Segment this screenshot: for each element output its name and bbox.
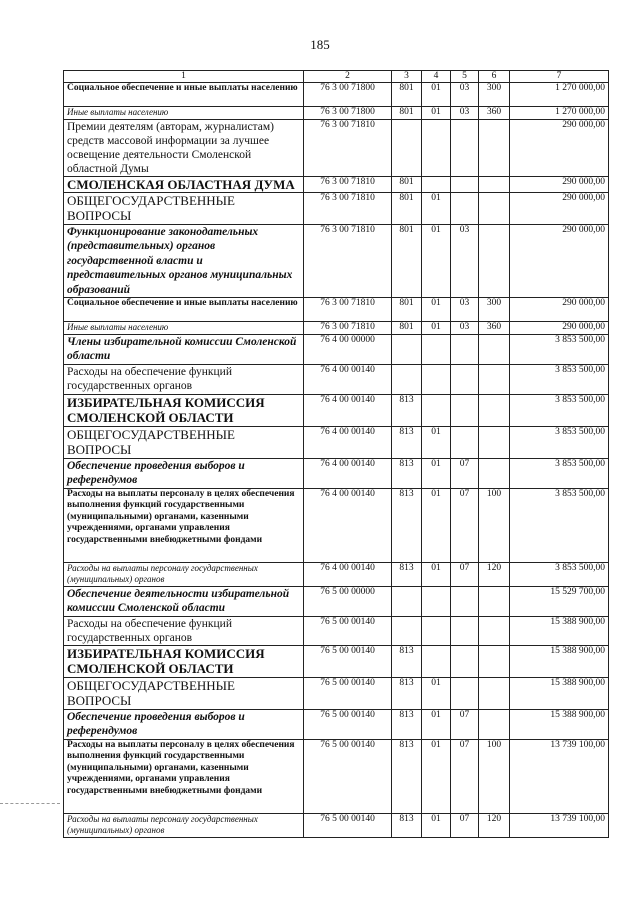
column-header: 2 xyxy=(304,71,392,83)
row-subsection-cell xyxy=(451,394,479,426)
table-row xyxy=(64,119,609,176)
table-row xyxy=(64,426,609,458)
row-amount-cell: 3 853 500,00 xyxy=(510,562,609,586)
row-section-cell: 01 xyxy=(422,83,451,107)
row-department-code-cell xyxy=(392,364,422,394)
row-amount-cell: 290 000,00 xyxy=(510,119,609,176)
row-subsection-cell: 07 xyxy=(451,739,479,813)
row-section-cell: 01 xyxy=(422,322,451,335)
row-amount-cell: 290 000,00 xyxy=(510,192,609,224)
row-section-cell: 01 xyxy=(422,739,451,813)
scan-artifact-line xyxy=(0,803,60,804)
row-target-code-cell: 76 3 00 71810 xyxy=(304,119,392,176)
table-row xyxy=(64,83,609,107)
row-expense-type-cell xyxy=(479,645,510,677)
row-section-cell: 01 xyxy=(422,107,451,120)
row-name-cell: Обеспечение проведения выборов и референдумов xyxy=(64,458,304,488)
row-name-cell: Расходы на выплаты персоналу в целях обеспечения выполнения функций государственными (муниципальными) органами, казенными учреждениями, органами управления государственными внебюджетными фондами xyxy=(64,739,304,813)
row-section-cell xyxy=(422,645,451,677)
row-section-cell xyxy=(422,586,451,616)
row-section-cell: 01 xyxy=(422,224,451,298)
row-section-cell: 01 xyxy=(422,677,451,709)
row-name-cell: Функционирование законодательных (представительных) органов государственной власти и представительных органов муниципальных образований xyxy=(64,224,304,298)
budget-table xyxy=(63,70,609,838)
row-amount-cell: 3 853 500,00 xyxy=(510,364,609,394)
row-department-code-cell xyxy=(392,334,422,364)
column-header: 5 xyxy=(451,71,479,83)
row-section-cell: 01 xyxy=(422,709,451,739)
row-expense-type-cell xyxy=(479,586,510,616)
row-amount-cell: 15 388 900,00 xyxy=(510,616,609,645)
row-section-cell: 01 xyxy=(422,298,451,322)
row-target-code-cell: 76 3 00 71800 xyxy=(304,107,392,120)
row-target-code-cell: 76 3 00 71810 xyxy=(304,322,392,335)
row-name-cell: Расходы на выплаты персоналу государственных (муниципальных) органов xyxy=(64,813,304,837)
row-name-cell: ИЗБИРАТЕЛЬНАЯ КОМИССИЯ СМОЛЕНСКОЙ ОБЛАСТИ xyxy=(64,645,304,677)
row-target-code-cell: 76 3 00 71800 xyxy=(304,83,392,107)
row-subsection-cell: 03 xyxy=(451,107,479,120)
row-expense-type-cell: 300 xyxy=(479,298,510,322)
row-amount-cell: 13 739 100,00 xyxy=(510,813,609,837)
row-subsection-cell xyxy=(451,426,479,458)
row-name-cell: Социальное обеспечение и иные выплаты населению xyxy=(64,298,304,322)
row-department-code-cell: 801 xyxy=(392,192,422,224)
row-subsection-cell: 07 xyxy=(451,709,479,739)
row-department-code-cell: 801 xyxy=(392,107,422,120)
row-section-cell: 01 xyxy=(422,192,451,224)
row-expense-type-cell xyxy=(479,334,510,364)
row-amount-cell: 290 000,00 xyxy=(510,322,609,335)
row-subsection-cell: 07 xyxy=(451,562,479,586)
row-subsection-cell xyxy=(451,677,479,709)
row-expense-type-cell: 120 xyxy=(479,562,510,586)
column-header-row xyxy=(64,71,609,83)
row-name-cell: Премии деятелям (авторам, журналистам) средств массовой информации за лучшее освещение деятельности Смоленской областной Думы xyxy=(64,119,304,176)
row-target-code-cell: 76 5 00 00140 xyxy=(304,677,392,709)
row-department-code-cell: 801 xyxy=(392,83,422,107)
table-row xyxy=(64,813,609,837)
row-name-cell: Обеспечение проведения выборов и референдумов xyxy=(64,709,304,739)
row-target-code-cell: 76 4 00 00140 xyxy=(304,394,392,426)
row-department-code-cell: 801 xyxy=(392,322,422,335)
column-header: 6 xyxy=(479,71,510,83)
row-amount-cell: 13 739 100,00 xyxy=(510,739,609,813)
row-expense-type-cell xyxy=(479,426,510,458)
row-name-cell: Расходы на обеспечение функций государственных органов xyxy=(64,364,304,394)
table-row xyxy=(64,739,609,813)
row-subsection-cell: 03 xyxy=(451,322,479,335)
row-department-code-cell xyxy=(392,586,422,616)
table-row xyxy=(64,394,609,426)
column-header: 7 xyxy=(510,71,609,83)
row-department-code-cell xyxy=(392,616,422,645)
table-row xyxy=(64,458,609,488)
row-subsection-cell: 03 xyxy=(451,224,479,298)
row-target-code-cell: 76 4 00 00140 xyxy=(304,426,392,458)
row-amount-cell: 290 000,00 xyxy=(510,176,609,192)
row-amount-cell: 3 853 500,00 xyxy=(510,458,609,488)
page-number: 185 xyxy=(310,37,330,52)
row-section-cell: 01 xyxy=(422,813,451,837)
table-row xyxy=(64,176,609,192)
row-amount-cell: 1 270 000,00 xyxy=(510,83,609,107)
row-target-code-cell: 76 4 00 00140 xyxy=(304,364,392,394)
row-name-cell: ОБЩЕГОСУДАРСТВЕННЫЕ ВОПРОСЫ xyxy=(64,192,304,224)
row-subsection-cell xyxy=(451,176,479,192)
row-expense-type-cell: 100 xyxy=(479,488,510,562)
row-department-code-cell: 813 xyxy=(392,394,422,426)
row-expense-type-cell xyxy=(479,364,510,394)
row-section-cell xyxy=(422,176,451,192)
row-expense-type-cell xyxy=(479,394,510,426)
row-subsection-cell xyxy=(451,645,479,677)
row-target-code-cell: 76 5 00 00140 xyxy=(304,739,392,813)
table-row xyxy=(64,364,609,394)
row-name-cell: ИЗБИРАТЕЛЬНАЯ КОМИССИЯ СМОЛЕНСКОЙ ОБЛАСТИ xyxy=(64,394,304,426)
row-subsection-cell: 03 xyxy=(451,83,479,107)
row-subsection-cell xyxy=(451,192,479,224)
row-target-code-cell: 76 5 00 00140 xyxy=(304,709,392,739)
row-section-cell xyxy=(422,364,451,394)
row-expense-type-cell xyxy=(479,709,510,739)
row-expense-type-cell xyxy=(479,176,510,192)
row-name-cell: Расходы на выплаты персоналу государственных (муниципальных) органов xyxy=(64,562,304,586)
row-department-code-cell: 813 xyxy=(392,645,422,677)
row-department-code-cell: 813 xyxy=(392,488,422,562)
row-name-cell: Расходы на обеспечение функций государственных органов xyxy=(64,616,304,645)
row-target-code-cell: 76 3 00 71810 xyxy=(304,192,392,224)
row-department-code-cell: 801 xyxy=(392,176,422,192)
row-expense-type-cell: 100 xyxy=(479,739,510,813)
row-expense-type-cell xyxy=(479,224,510,298)
table-row xyxy=(64,616,609,645)
row-amount-cell: 3 853 500,00 xyxy=(510,426,609,458)
row-section-cell xyxy=(422,394,451,426)
column-header: 3 xyxy=(392,71,422,83)
row-section-cell xyxy=(422,119,451,176)
row-department-code-cell: 813 xyxy=(392,562,422,586)
row-subsection-cell xyxy=(451,334,479,364)
row-expense-type-cell xyxy=(479,119,510,176)
table-row xyxy=(64,322,609,335)
row-target-code-cell: 76 5 00 00140 xyxy=(304,813,392,837)
column-header: 4 xyxy=(422,71,451,83)
table-row xyxy=(64,488,609,562)
row-section-cell xyxy=(422,334,451,364)
table-row xyxy=(64,334,609,364)
table-row xyxy=(64,224,609,298)
row-subsection-cell: 07 xyxy=(451,488,479,562)
row-expense-type-cell xyxy=(479,458,510,488)
row-target-code-cell: 76 4 00 00000 xyxy=(304,334,392,364)
row-target-code-cell: 76 5 00 00140 xyxy=(304,616,392,645)
table-row xyxy=(64,709,609,739)
table-row xyxy=(64,192,609,224)
row-target-code-cell: 76 4 00 00140 xyxy=(304,458,392,488)
row-expense-type-cell: 360 xyxy=(479,107,510,120)
row-name-cell: Иные выплаты населению xyxy=(64,107,304,120)
row-department-code-cell: 801 xyxy=(392,224,422,298)
row-name-cell: Иные выплаты населению xyxy=(64,322,304,335)
table-row xyxy=(64,677,609,709)
row-expense-type-cell xyxy=(479,616,510,645)
row-amount-cell: 3 853 500,00 xyxy=(510,488,609,562)
row-section-cell: 01 xyxy=(422,488,451,562)
table-row xyxy=(64,562,609,586)
row-name-cell: ОБЩЕГОСУДАРСТВЕННЫЕ ВОПРОСЫ xyxy=(64,677,304,709)
row-target-code-cell: 76 5 00 00140 xyxy=(304,645,392,677)
row-department-code-cell: 813 xyxy=(392,739,422,813)
row-subsection-cell: 03 xyxy=(451,298,479,322)
row-amount-cell: 15 529 700,00 xyxy=(510,586,609,616)
table-row xyxy=(64,298,609,322)
row-amount-cell: 290 000,00 xyxy=(510,224,609,298)
row-department-code-cell: 813 xyxy=(392,458,422,488)
row-name-cell: Обеспечение деятельности избирательной комиссии Смоленской области xyxy=(64,586,304,616)
row-target-code-cell: 76 5 00 00000 xyxy=(304,586,392,616)
row-amount-cell: 3 853 500,00 xyxy=(510,394,609,426)
row-section-cell: 01 xyxy=(422,562,451,586)
row-name-cell: Социальное обеспечение и иные выплаты населению xyxy=(64,83,304,107)
row-department-code-cell: 813 xyxy=(392,426,422,458)
row-amount-cell: 15 388 900,00 xyxy=(510,677,609,709)
row-department-code-cell: 813 xyxy=(392,813,422,837)
row-target-code-cell: 76 3 00 71810 xyxy=(304,298,392,322)
row-amount-cell: 15 388 900,00 xyxy=(510,709,609,739)
row-amount-cell: 3 853 500,00 xyxy=(510,334,609,364)
row-amount-cell: 1 270 000,00 xyxy=(510,107,609,120)
row-target-code-cell: 76 4 00 00140 xyxy=(304,488,392,562)
row-name-cell: Члены избирательной комиссии Смоленской области xyxy=(64,334,304,364)
row-department-code-cell: 813 xyxy=(392,677,422,709)
row-expense-type-cell: 120 xyxy=(479,813,510,837)
row-subsection-cell xyxy=(451,586,479,616)
row-department-code-cell xyxy=(392,119,422,176)
row-subsection-cell xyxy=(451,616,479,645)
row-section-cell xyxy=(422,616,451,645)
row-expense-type-cell: 360 xyxy=(479,322,510,335)
row-expense-type-cell xyxy=(479,192,510,224)
row-subsection-cell xyxy=(451,119,479,176)
row-department-code-cell: 813 xyxy=(392,709,422,739)
row-expense-type-cell: 300 xyxy=(479,83,510,107)
column-header: 1 xyxy=(64,71,304,83)
table-row xyxy=(64,107,609,120)
table-row xyxy=(64,586,609,616)
row-subsection-cell xyxy=(451,364,479,394)
row-subsection-cell: 07 xyxy=(451,813,479,837)
row-subsection-cell: 07 xyxy=(451,458,479,488)
table-row xyxy=(64,645,609,677)
row-expense-type-cell xyxy=(479,677,510,709)
row-amount-cell: 290 000,00 xyxy=(510,298,609,322)
row-section-cell: 01 xyxy=(422,458,451,488)
row-section-cell: 01 xyxy=(422,426,451,458)
row-target-code-cell: 76 3 00 71810 xyxy=(304,224,392,298)
row-name-cell: Расходы на выплаты персоналу в целях обеспечения выполнения функций государственными (муниципальными) органами, казенными учреждениями, органами управления государственными внебюджетными фондами xyxy=(64,488,304,562)
row-amount-cell: 15 388 900,00 xyxy=(510,645,609,677)
row-target-code-cell: 76 3 00 71810 xyxy=(304,176,392,192)
row-name-cell: ОБЩЕГОСУДАРСТВЕННЫЕ ВОПРОСЫ xyxy=(64,426,304,458)
row-target-code-cell: 76 4 00 00140 xyxy=(304,562,392,586)
row-name-cell: СМОЛЕНСКАЯ ОБЛАСТНАЯ ДУМА xyxy=(64,176,304,192)
row-department-code-cell: 801 xyxy=(392,298,422,322)
